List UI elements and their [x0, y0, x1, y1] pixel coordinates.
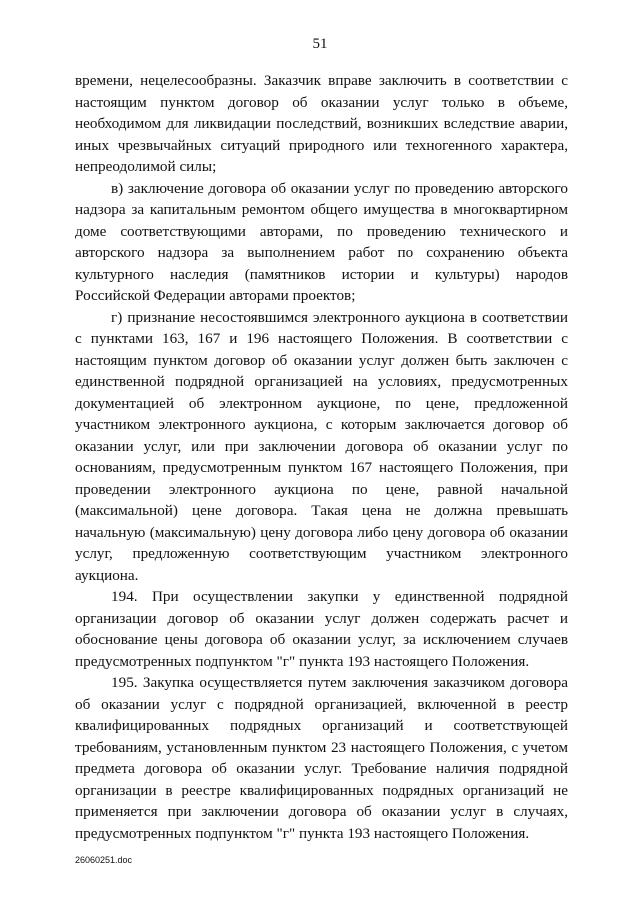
- paragraph-subitem-g: г) признание несостоявшимся электронного аукциона в соответствии с пунктами 163, 167 и 196 настоящего Положения. В соответствии с настоящим пунктом договор об оказании услуг должен быть заключен с единственной подрядной организацией на условиях, предусмотренных документацией об электронном аукционе, по цене, предложенной участником электронного аукциона, с которым заключается договор об оказании услуг, или при заключении договора об оказании услуг по основаниям, предусмотренным пунктом 167 настоящего Положения, при проведении электронного аукциона по цене, равной начальной (максимальной) цене договора. Такая цена не должна превышать начальную (максимальную) цену договора либо цену договора об оказании услуг, предложенную соответствующим участником электронного аукциона.: [75, 308, 568, 584]
- page-number: 51: [312, 36, 328, 52]
- footer-filename: 26060251.doc: [75, 855, 133, 865]
- paragraph-continuation: времени, нецелесообразны. Заказчик вправе заключить в соответствии с настоящим пунктом договор об оказании услуг только в объеме, необходимом для ликвидации последствий, возникших вследствие аварии, иных чрезвычайных ситуаций природного или техногенного характера, непреодолимой силы;: [75, 72, 568, 175]
- document-body: [75, 70, 568, 844]
- paragraph-item-194: 194. При осуществлении закупки у единственной подрядной организации договор об оказании услуг должен содержать расчет и обоснование цены договора об оказании услуг, за исключением случаев предусмотренных подпунктом "г" пункта 193 настоящего Положения.: [75, 588, 568, 670]
- paragraph-item-195: 195. Закупка осуществляется путем заключения заказчиком договора об оказании услуг с подрядной организацией, включенной в реестр квалифицированных подрядных организаций и соответствующей требованиям, установленным пунктом 23 настоящего Положения, с учетом предмета договора об оказании услуг. Требование наличия подрядной организации в реестре квалифицированных подрядных организаций не применяется при заключении договора об оказании услуг в случаях, предусмотренных подпунктом "г" пункта 193 настоящего Положения.: [75, 674, 568, 842]
- paragraph-subitem-v: в) заключение договора об оказании услуг по проведению авторского надзора за капитальным ремонтом общего имущества в многоквартирном доме соответствующими авторами, по проведению технического и авторского надзора за выполнением работ по сохранению объекта культурного наследия (памятников истории и культуры) народов Российской Федерации авторами проектов;: [75, 179, 568, 304]
